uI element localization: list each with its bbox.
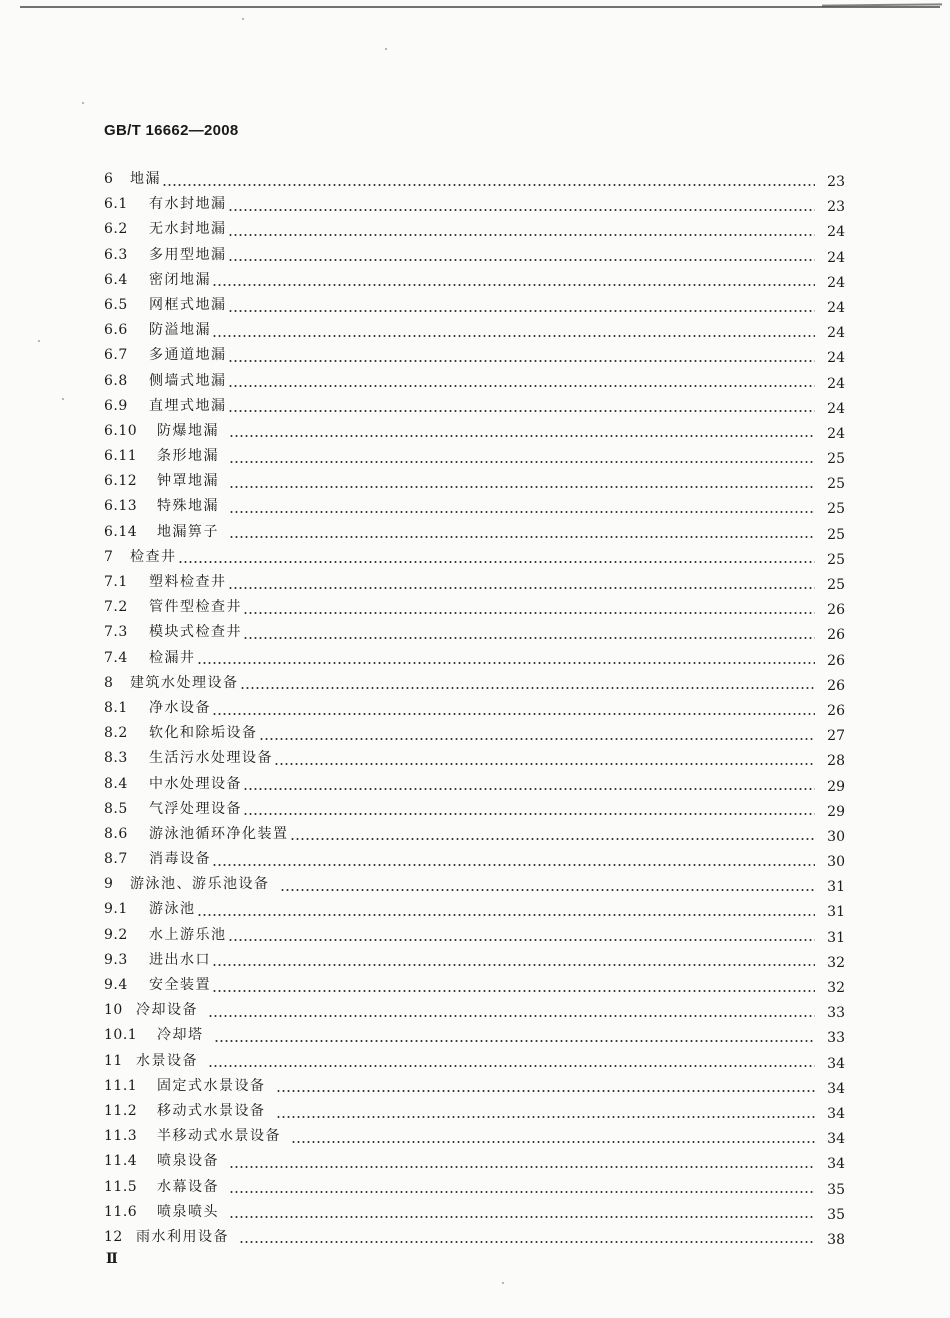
toc-entry-title: 侧墙式地漏 [149,372,227,389]
toc-entry-number: 12 [104,1228,123,1245]
toc-leader-dots [229,536,815,538]
toc-entry-number: 6.12 [104,473,138,490]
toc-entry-number: 6.11 [104,448,138,465]
toc-entry [100,923,845,948]
toc-leader-dots [212,284,815,286]
toc-entry-page: 32 [827,954,845,971]
toc-entry-page: 25 [827,551,845,568]
toc-entry-page: 34 [827,1131,845,1148]
toc-entry-page: 27 [827,728,845,745]
toc-entry-title: 水景设备 [136,1052,198,1069]
toc-entry-page: 33 [827,1030,845,1047]
toc-entry-number: 7.1 [104,574,128,590]
toc-leader-dots [228,360,816,362]
toc-entry-number: 10.1 [104,1027,138,1044]
toc-entry-page: 24 [827,299,845,316]
toc-entry-title: 水上游乐池 [149,926,227,943]
toc-entry-number: 6.5 [104,296,128,313]
toc-entry-page: 30 [827,828,845,845]
toc-entry-page: 24 [827,224,845,241]
toc-entry-title: 移动式水景设备 [157,1102,266,1119]
toc-leader-dots [162,184,815,186]
scan-speck [38,340,40,342]
toc-entry-page: 31 [827,879,845,896]
toc-entry-page: 25 [827,577,845,593]
toc-entry-title: 建筑水处理设备 [130,674,239,691]
toc-leader-dots [228,410,816,412]
toc-entry-page: 28 [827,753,845,770]
toc-entry-number: 7.3 [104,624,128,641]
toc-entry-number: 9.3 [104,951,128,968]
toc-entry-page: 29 [827,778,845,795]
toc-entry-title: 半移动式水景设备 [157,1128,281,1145]
toc-entry-number: 11.2 [104,1102,138,1119]
toc-entry [100,797,845,822]
toc-entry [100,1099,845,1124]
toc-entry-page: 29 [827,803,845,820]
toc-entry [100,217,845,242]
toc-entry-number: 6.10 [104,422,138,439]
toc-entry [100,973,845,998]
scan-top-edge-line [20,6,940,8]
toc-entry-page: 32 [827,980,845,996]
toc-entry-title: 检查井 [130,548,177,565]
toc-leader-dots [229,1166,815,1168]
page-number: Ⅱ [106,1251,118,1267]
toc-entry-number: 6.6 [104,322,128,339]
toc-entry [100,444,845,469]
toc-entry [100,1175,845,1200]
toc-entry-title: 喷泉设备 [157,1153,219,1170]
toc-entry [100,872,845,897]
toc-entry-title: 冷却塔 [157,1027,204,1044]
toc-entry-number: 8.7 [104,851,128,868]
toc-entry-number: 7 [104,548,114,565]
toc-entry-number: 8.4 [104,775,128,792]
toc-entry-title: 喷泉喷头 [157,1203,219,1220]
toc-entry-number: 11.6 [104,1203,138,1220]
toc-leader-dots [208,1015,815,1017]
toc-entry [100,1074,845,1099]
toc-entry-page: 25 [827,501,845,518]
toc-entry [100,646,845,671]
toc-leader-dots [291,1141,815,1143]
toc-entry-number: 6.4 [104,271,128,288]
toc-entry [100,595,845,620]
toc-entry-number: 6.8 [104,372,128,389]
toc-leader-dots [229,1191,815,1193]
toc-entry-page: 26 [827,677,845,694]
toc-entry-title: 中水处理设备 [149,775,242,792]
toc-leader-dots [229,511,815,513]
toc-leader-dots [228,310,816,312]
toc-leader-dots [280,889,816,891]
toc-entry-title: 冷却设备 [136,1002,198,1019]
toc-entry-title: 进出水口 [149,951,211,968]
toc-entry [100,1023,845,1048]
toc-entry-number: 9.4 [104,977,128,993]
toc-entry-title: 地漏箅子 [157,523,219,540]
toc-leader-dots [212,713,815,715]
toc-entry-title: 检漏井 [149,649,196,666]
toc-entry-title: 气浮处理设备 [149,800,242,817]
toc-entry [100,469,845,494]
toc-entry-number: 10 [104,1002,123,1019]
toc-entry-title: 防溢地漏 [149,322,211,339]
toc-leader-dots [276,1116,816,1118]
toc-entry [100,772,845,797]
toc-entry-page: 25 [827,451,845,468]
toc-entry-title: 条形地漏 [157,448,219,465]
toc-entry-title: 塑料检查井 [149,574,227,590]
toc-entry-page: 31 [827,904,845,921]
toc-entry [100,192,845,217]
toc-entry-page: 23 [827,199,845,216]
toc-leader-dots [243,813,815,815]
toc-leader-dots [229,1216,815,1218]
toc-entry-page: 35 [827,1206,845,1223]
toc-entry-number: 8.1 [104,699,128,716]
toc-entry [100,570,845,595]
toc-entry-page: 24 [827,249,845,266]
toc-leader-dots [229,486,815,488]
toc-entry-title: 净水设备 [149,699,211,716]
toc-entry [100,746,845,771]
toc-entry-title: 有水封地漏 [149,196,227,213]
toc-entry-number: 9 [104,876,114,893]
toc-entry-page: 24 [827,375,845,392]
toc-entry [100,545,845,570]
toc-entry-number: 6.3 [104,246,128,263]
toc-leader-dots [240,687,816,689]
toc-entry-title: 无水封地漏 [149,221,227,238]
toc-entry-title: 多通道地漏 [149,347,227,364]
toc-entry [100,822,845,847]
toc-entry-number: 8.2 [104,725,128,742]
toc-entry [100,897,845,922]
toc-entry [100,696,845,721]
toc-entry-title: 生活污水处理设备 [149,750,273,767]
toc-entry-number: 6.9 [104,397,128,414]
toc-entry-number: 11 [104,1052,123,1069]
toc-entry-number: 6.1 [104,196,128,213]
toc-entry-number: 9.1 [104,901,128,918]
toc-entry-number: 6.13 [104,498,138,515]
toc-entry-number: 8.5 [104,800,128,817]
toc-entry-number: 6.2 [104,221,128,238]
toc-entry-page: 34 [827,1055,845,1072]
toc-entry-page: 30 [827,854,845,871]
toc-entry-number: 8.6 [104,825,128,842]
toc-leader-dots [212,990,815,992]
toc-entry-number: 11.3 [104,1128,138,1145]
toc-entry-title: 特殊地漏 [157,498,219,515]
table-of-contents [100,167,845,1250]
toc-entry [100,318,845,343]
toc-entry [100,520,845,545]
toc-entry-page: 26 [827,652,845,669]
toc-entry-number: 8 [104,674,114,691]
toc-leader-dots [212,864,815,866]
scan-speck [385,48,387,50]
toc-entry-number: 11.5 [104,1178,138,1195]
toc-leader-dots [228,385,816,387]
toc-entry-number: 6 [104,171,114,187]
toc-entry [100,494,845,519]
scan-speck [82,102,84,104]
toc-entry [100,620,845,645]
scan-speck [242,18,244,20]
toc-entry-page: 24 [827,400,845,417]
toc-entry-number: 7.2 [104,599,128,616]
toc-entry-title: 软化和除垢设备 [149,725,258,742]
toc-leader-dots [243,637,815,639]
toc-entry [100,1049,845,1074]
toc-entry-title: 直埋式地漏 [149,397,227,414]
toc-entry-page: 38 [827,1231,845,1248]
toc-entry-page: 23 [827,174,845,190]
toc-entry-page: 25 [827,476,845,493]
toc-leader-dots [228,939,816,941]
toc-entry-title: 网框式地漏 [149,296,227,313]
toc-entry [100,268,845,293]
toc-entry-page: 24 [827,350,845,367]
scan-speck [502,1282,504,1284]
toc-leader-dots [228,587,816,589]
toc-entry [100,948,845,973]
toc-leader-dots [229,461,815,463]
toc-entry-title: 防爆地漏 [157,422,219,439]
toc-entry-title: 水幕设备 [157,1178,219,1195]
toc-entry-number: 6.14 [104,523,138,540]
toc-entry-number: 11.1 [104,1077,138,1094]
toc-leader-dots [239,1241,815,1243]
toc-entry [100,1200,845,1225]
toc-entry-number: 7.4 [104,649,128,666]
toc-entry-page: 26 [827,627,845,644]
toc-entry-title: 管件型检查井 [149,599,242,616]
toc-leader-dots [290,838,816,840]
toc-entry-number: 11.4 [104,1153,138,1170]
toc-leader-dots [228,259,816,261]
toc-entry [100,1124,845,1149]
toc-entry-page: 33 [827,1005,845,1022]
toc-entry [100,721,845,746]
toc-entry [100,1225,845,1250]
toc-entry [100,1149,845,1174]
toc-entry-title: 雨水利用设备 [136,1228,229,1245]
toc-leader-dots [276,1090,816,1092]
toc-entry-title: 游泳池、游乐池设备 [130,876,270,893]
document-code: GB/T 16662—2008 [104,122,239,139]
toc-entry-page: 34 [827,1156,845,1173]
toc-entry-page: 35 [827,1181,845,1198]
toc-entry [100,671,845,696]
toc-entry-title: 游泳池循环净化装置 [149,825,289,842]
toc-entry [100,998,845,1023]
toc-entry-page: 24 [827,425,845,442]
toc-entry-title: 消毒设备 [149,851,211,868]
toc-leader-dots [243,788,815,790]
toc-leader-dots [243,612,815,614]
toc-leader-dots [229,435,815,437]
toc-leader-dots [208,1065,815,1067]
toc-leader-dots [197,662,816,664]
toc-entry-page: 26 [827,702,845,719]
toc-entry-page: 24 [827,274,845,291]
toc-entry-title: 安全装置 [149,977,211,993]
toc-entry-page: 34 [827,1080,845,1097]
toc-entry-title: 游泳池 [149,901,196,918]
toc-leader-dots [197,914,816,916]
toc-entry-page: 25 [827,526,845,543]
toc-entry-page: 31 [827,929,845,946]
toc-entry-title: 地漏 [130,171,161,187]
toc-entry-page: 26 [827,602,845,619]
toc-entry-title: 密闭地漏 [149,271,211,288]
toc-entry-number: 8.3 [104,750,128,767]
toc-leader-dots [212,335,815,337]
toc-leader-dots [259,738,816,740]
toc-entry [100,419,845,444]
toc-entry-title: 模块式检查井 [149,624,242,641]
toc-entry-title: 钟罩地漏 [157,473,219,490]
scan-speck [62,398,64,400]
toc-entry [100,293,845,318]
toc-entry-number: 9.2 [104,926,128,943]
toc-entry-title: 多用型地漏 [149,246,227,263]
toc-leader-dots [178,561,816,563]
toc-entry [100,394,845,419]
toc-entry-page: 34 [827,1105,845,1122]
toc-entry-title: 固定式水景设备 [157,1077,266,1094]
toc-entry [100,369,845,394]
toc-entry [100,167,845,192]
toc-leader-dots [228,234,816,236]
toc-leader-dots [212,964,815,966]
toc-entry-number: 6.7 [104,347,128,364]
toc-entry [100,343,845,368]
toc-entry [100,847,845,872]
toc-leader-dots [214,1040,816,1042]
toc-entry [100,243,845,268]
toc-entry-page: 24 [827,325,845,342]
toc-leader-dots [228,209,816,211]
toc-leader-dots [274,763,815,765]
